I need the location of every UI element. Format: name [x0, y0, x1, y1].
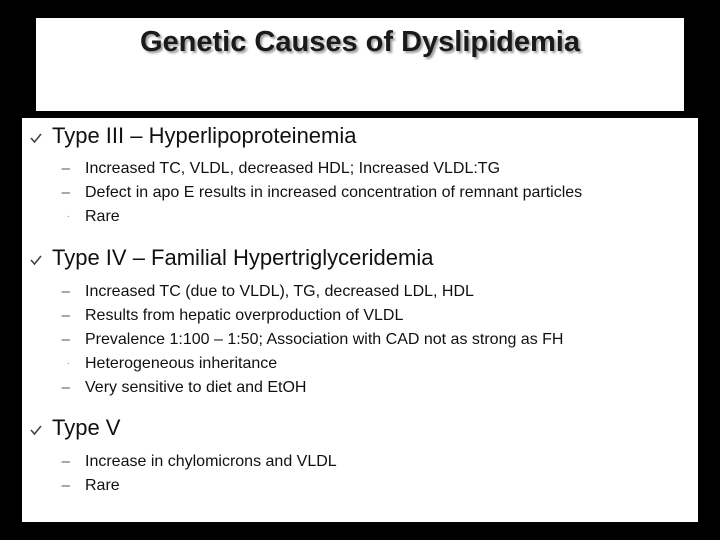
dot-bullet: · — [66, 358, 70, 369]
section-heading: Type V — [52, 415, 121, 440]
dash-bullet: – — [61, 184, 70, 201]
list-item-text: Defect in apo E results in increased concentration of remnant particles — [85, 184, 583, 201]
list-item — [22, 304, 698, 328]
checkmark-bullet-icon — [30, 424, 42, 436]
dash-bullet: – — [61, 453, 70, 470]
section-heading-row — [22, 414, 698, 442]
list-item — [22, 474, 698, 498]
list-item-text: Rare — [85, 208, 120, 225]
dash-bullet: – — [61, 331, 70, 348]
list-item — [22, 352, 698, 376]
section-heading: Type III – Hyperlipoproteinemia — [52, 123, 357, 148]
section-type-iii — [22, 122, 698, 229]
list-item-text: Increased TC (due to VLDL), TG, decreased LDL, HDL — [85, 283, 474, 300]
list-item-text: Heterogeneous inheritance — [85, 355, 278, 372]
list-item-text: Very sensitive to diet and EtOH — [85, 379, 307, 396]
dash-bullet: – — [61, 283, 70, 300]
list-item — [22, 157, 698, 181]
content-area — [22, 118, 698, 522]
dot-bullet: · — [66, 211, 70, 222]
title-box — [36, 18, 684, 111]
checkmark-bullet-icon — [30, 132, 42, 144]
list-item — [22, 280, 698, 304]
list-item-text: Rare — [85, 477, 120, 494]
dash-bullet: – — [61, 477, 70, 494]
section-type-iv — [22, 244, 698, 400]
list-item-text: Results from hepatic overproduction of VLDL — [85, 307, 404, 324]
list-item — [22, 181, 698, 205]
list-item-text: Prevalence 1:100 – 1:50; Association with CAD not as strong as FH — [85, 331, 564, 348]
list-item-text: Increase in chylomicrons and VLDL — [85, 453, 337, 470]
section-heading-row — [22, 244, 698, 272]
checkmark-bullet-icon — [30, 254, 42, 266]
dash-bullet: – — [61, 160, 70, 177]
section-heading: Type IV – Familial Hypertriglyceridemia — [52, 245, 434, 270]
list-item — [22, 205, 698, 229]
dash-bullet: – — [61, 307, 70, 324]
slide-title: Genetic Causes of Dyslipidemia — [140, 26, 580, 58]
section-heading-row — [22, 122, 698, 150]
dash-bullet: – — [61, 379, 70, 396]
list-item — [22, 450, 698, 474]
list-item-text: Increased TC, VLDL, decreased HDL; Increased VLDL:TG — [85, 160, 501, 177]
section-type-v — [22, 414, 698, 498]
list-item — [22, 376, 698, 400]
list-item — [22, 328, 698, 352]
